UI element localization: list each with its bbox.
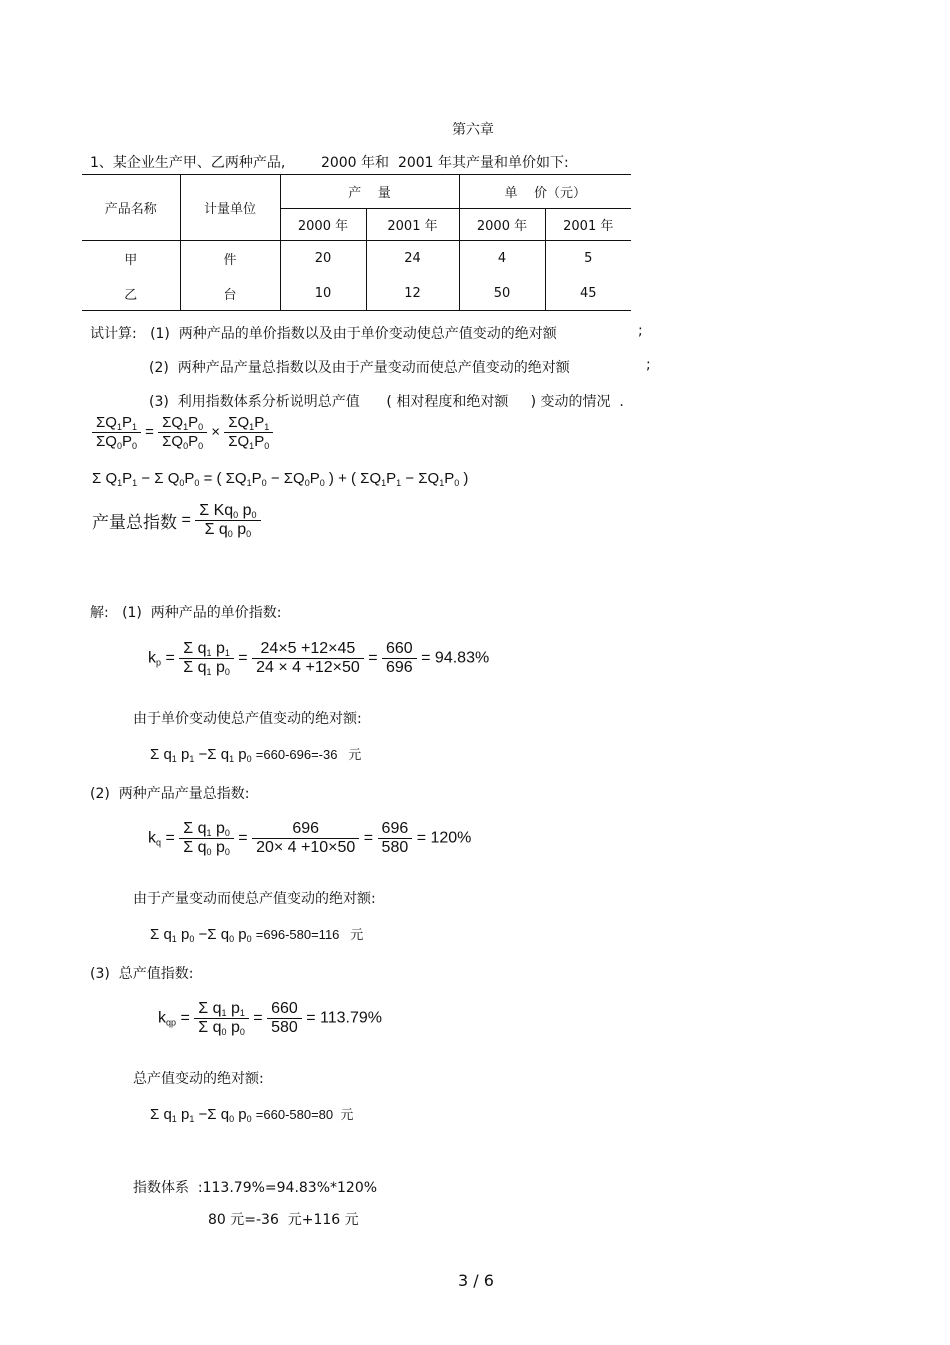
formula-kq: $k_q$ = $\frac{\Sigma q_1 p_0}{\Sigma q_0 p_0}$ = $\frac{696}{20\times 4 +10\times 50}$ = $\frac{696}{580}$ = 120% (148, 820, 472, 857)
data-table (82, 174, 631, 311)
index-system-line-2: 80 元=-36 元+116 元 (208, 1212, 359, 1228)
kq-num: 696 (378, 820, 413, 839)
table-cell: 乙 (82, 277, 180, 311)
table-cell: 5 (584, 251, 593, 267)
table-cell: 50 (459, 277, 545, 311)
kqp-result: 113.79% (320, 1009, 383, 1027)
kq-mid-num: 696 (252, 820, 359, 839)
kqp-num: 660 (267, 1000, 302, 1019)
header-qty-2001: 2001 年 (366, 209, 459, 241)
step-1-abs-label: 由于单价变动使总产值变动的绝对额: (133, 711, 362, 727)
qty-index-label: 产量总指数 (92, 513, 177, 532)
step-2-abs-label: 由于产量变动而使总产值变动的绝对额: (133, 891, 376, 907)
kq-den: 580 (381, 839, 409, 856)
table-cell: 20 (280, 241, 366, 277)
header-quantity: 产 量 (280, 175, 459, 209)
task-2-semicolon: ; (646, 357, 651, 373)
formula-absolute-system: Σ $Q_1P_1 - \Sigma$ $Q_0P_0$ = ( $\Sigma Q_1P_0 - \Sigma Q_0P_0$ ) + ( $\Sigma Q_1P_1 - \Sigma Q_1P_0$ ) (92, 470, 469, 488)
step-3-abs-value: =660-580=80 元 (255, 1107, 354, 1122)
header-qty-2000: 2000 年 (280, 209, 366, 241)
page-number: 3 / 6 (458, 1271, 494, 1290)
index-system-line-1: 指数体系 :113.79%=94.83%*120% (133, 1180, 378, 1196)
step-3-abs-label: 总产值变动的绝对额: (133, 1071, 264, 1087)
table-cell: 45 (579, 285, 597, 301)
step-1-abs-value: =660-696=-36 元 (255, 747, 362, 762)
formula-kqp: $k_{qp}$ = $\frac{\Sigma q_1 p_1}{\Sigma q_0 p_0}$ = $\frac{660}{580}$ = 113.79% (158, 1000, 383, 1037)
kq-mid-den: 20× 4 +10×50 (256, 839, 356, 856)
kp-result: 94.83% (434, 649, 490, 667)
table-cell: 12 (366, 277, 459, 311)
chapter-title: 第六章 (452, 122, 494, 138)
kq-result: 120% (430, 829, 472, 847)
table-cell: 4 (459, 241, 545, 277)
task-3: (3) 利用指数体系分析说明总产值 ( 相对程度和绝对额 ) 变动的情况 . (149, 394, 624, 410)
table-cell: 甲 (82, 241, 180, 277)
header-price: 单 价（元） (459, 175, 631, 209)
table-cell: 台 (180, 277, 280, 311)
table-cell: 件 (180, 241, 280, 277)
kp-num: 660 (382, 640, 417, 659)
kqp-den: 580 (271, 1019, 298, 1036)
formula-kp: $k_p$ = $\frac{\Sigma q_1 p_1}{\Sigma q_1 p_0}$ = $\frac{24\times 5 +12\times 45}{24 \times 4 +12\times 50}$ = $\frac{660}{696}$ = 94.83% (148, 640, 490, 677)
task-2: (2) 两种产品产量总指数以及由于产量变动而使总产值变动的绝对额 (149, 360, 570, 376)
step-2-abs-formula: Σ $q_1$ $p_0 -\Sigma$ $q_0$ $p_0 =696-580=116$ 元 (150, 926, 364, 944)
header-product-name: 产品名称 (82, 175, 180, 241)
formula-index-system: $\frac{\Sigma Q_1P_1}{\Sigma Q_0P_0}$ = $\frac{\Sigma Q_1P_0}{\Sigma Q_0P_0}$ × $\frac{\Sigma Q_1P_1}{\Sigma Q_1P_0}$ (92, 414, 273, 451)
kp-den: 696 (385, 659, 413, 676)
step-1-abs-formula: Σ $q_1$ $p_1 -\Sigma$ $q_1$ $p_0 =660-696=-36$ 元 (150, 746, 362, 764)
solution-step-2: (2) 两种产品产量总指数: (90, 786, 250, 802)
problem-intro: 1、某企业生产甲、乙两种产品, 2000 年和 2001 年其产量和单价如下: (90, 155, 569, 171)
table-cell: 24 (366, 241, 459, 277)
formula-quantity-index: 产量总指数 = $\frac{\Sigma Kq_0 p_0}{\Sigma q_0 p_0}$ (92, 502, 261, 539)
solution-step-1: 解: (1) 两种产品的单价指数: (90, 605, 282, 621)
task-1-semicolon: ; (638, 323, 643, 339)
header-price-2000: 2000 年 (459, 209, 545, 241)
header-unit: 计量单位 (180, 175, 280, 241)
solution-step-3: (3) 总产值指数: (90, 966, 194, 982)
header-price-2001: 2001 年 (563, 219, 614, 234)
kp-calc-num: 24×5 +12×45 (252, 640, 364, 659)
table-cell: 10 (280, 277, 366, 311)
task-1: 试计算: (1) 两种产品的单价指数以及由于单价变动使总产值变动的绝对额 (90, 326, 557, 342)
step-2-abs-value: =696-580=116 元 (255, 927, 364, 942)
kp-calc-den: 24 × 4 +12×50 (256, 659, 360, 676)
step-3-abs-formula: Σ $q_1$ $p_1 -\Sigma$ $q_0$ $p_0 =660-580=80$ 元 (150, 1106, 354, 1124)
